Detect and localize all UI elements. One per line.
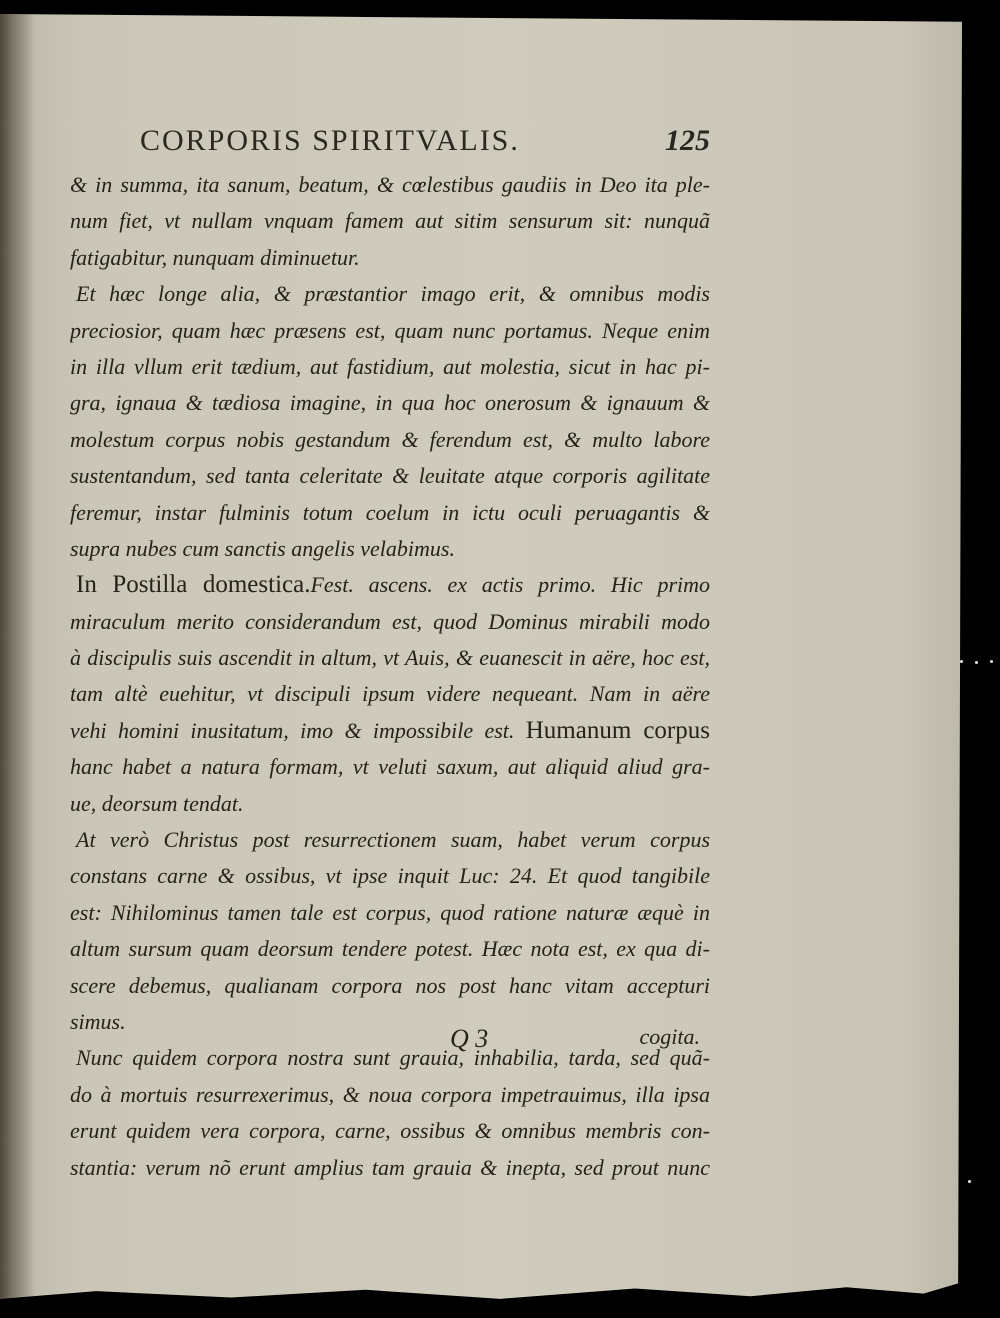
- text-line: Nunc quidem corpora nostra sunt grauia, inhabilia, tarda, sed quã-: [76, 1045, 710, 1071]
- text-line: gra, ignaua & tædiosa imagine, in qua hoc onerosum & ignauum &: [70, 390, 710, 416]
- text-line: preciosior, quam hæc præsens est, quam nunc portamus. Neque enim: [70, 317, 710, 343]
- text-line: hanc habet a natura formam, vt veluti saxum, aut aliquid aliud gra-: [70, 754, 710, 780]
- scan-speck: [960, 660, 963, 663]
- page-gutter-shadow: [0, 14, 34, 1304]
- text-line: erunt quidem vera corpora, carne, ossibus & omnibus membris con-: [70, 1118, 710, 1144]
- running-head-title: CORPORIS SPIRITVALIS.: [140, 124, 520, 157]
- catchword: cogita.: [639, 1024, 700, 1049]
- text-line: in illa vllum erit tædium, aut fastidium, aut molestia, sicut in hac pi-: [70, 353, 710, 379]
- text-line: num fiet, vt nullam vnquam famem aut sitim sensurum sit: nunquã: [70, 208, 710, 234]
- text-line-humanum: [70, 713, 710, 749]
- text-line: à discipulis suis ascendit in altum, vt Auis, & euanescit in aëre, hoc est,: [70, 645, 710, 671]
- text-line: sustentandum, sed tanta celeritate & leuitate atque corporis agilitate: [70, 463, 710, 489]
- text-run: vehi homini inusitatum, imo & impossibile est.: [70, 717, 515, 743]
- text-line-postilla: [70, 567, 710, 603]
- running-head: [140, 124, 710, 164]
- page-footer: [450, 1024, 700, 1058]
- scan-speck: [990, 660, 993, 663]
- text-line: & in summa, ita sanum, beatum, & cœlestibus gaudiis in Deo ita ple-: [70, 172, 710, 197]
- text-line: fatigabitur, nunquam diminuetur.: [70, 244, 360, 270]
- scan-speck: [968, 1180, 971, 1183]
- humanum-run: Humanum corpus: [525, 716, 710, 744]
- postilla-reference: In Postilla domestica.: [76, 571, 311, 599]
- signature-mark: Q 3: [450, 1024, 489, 1053]
- text-line: miraculum merito considerandum est, quod Dominus mirabili modo: [70, 608, 710, 634]
- text-line: supra nubes cum sanctis angelis velabimus.: [70, 535, 455, 561]
- text-line: Et hæc longe alia, & præstantior imago erit, & omnibus modis: [76, 281, 710, 307]
- scan-speck: [975, 661, 978, 664]
- text-line: scere debemus, qualianam corpora nos post hanc vitam accepturi: [70, 972, 710, 998]
- text-line: constans carne & ossibus, vt ipse inquit Luc: 24. Et quod tangibile: [70, 863, 710, 889]
- text-line: At verò Christus post resurrectionem suam, habet verum corpus: [76, 827, 710, 853]
- text-line: simus.: [70, 1008, 126, 1034]
- text-line: tam altè euehitur, vt discipuli ipsum videre nequeant. Nam in aëre: [70, 681, 710, 707]
- text-line: stantia: verum nõ erunt amplius tam grauia & inepta, sed prout nunc: [70, 1154, 710, 1180]
- text-line: ue, deorsum tendat.: [70, 790, 244, 816]
- text-line: est: Nihilominus tamen tale est corpus, quod ratione naturæ æquè in: [70, 899, 710, 925]
- text-line: altum sursum quam deorsum tendere potest. Hæc nota est, ex qua di-: [70, 936, 710, 962]
- text-line: do à mortuis resurrexerimus, & noua corpora impetrauimus, illa ipsa: [70, 1081, 710, 1107]
- feast-reference: Fest. ascens. ex actis primo. Hic primo: [310, 572, 710, 598]
- text-line: molestum corpus nobis gestandum & ferendum est, & multo labore: [70, 426, 710, 452]
- page-number: 125: [665, 124, 710, 157]
- text-line: feremur, instar fulminis totum coelum in ictu oculi peruagantis &: [70, 499, 710, 525]
